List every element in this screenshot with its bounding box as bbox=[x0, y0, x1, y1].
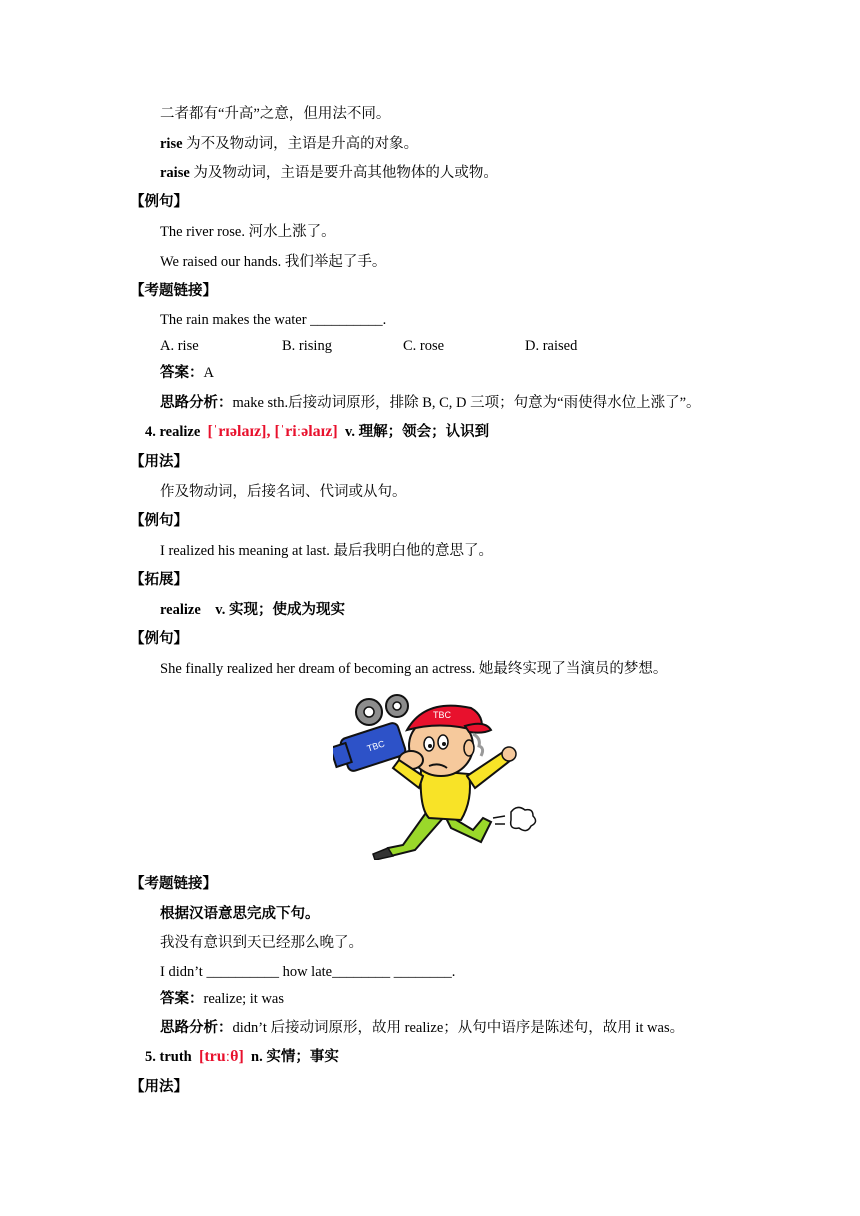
cameraman-cartoon-illustration bbox=[333, 690, 538, 860]
example-sentence: I realized his meaning at last. 最后我明白他的意思了。 bbox=[160, 543, 494, 559]
raise-word: raise bbox=[160, 165, 190, 181]
answer-line: 答案：A bbox=[160, 365, 214, 381]
expand-heading: 【拓展】 bbox=[130, 572, 188, 588]
entry-5-heading: 5. truth [truːθ] n. 实情；事实 bbox=[145, 1048, 339, 1065]
cap-label: TBC bbox=[433, 710, 451, 720]
analysis-line: 思路分析：didn’t 后接动词原形，故用 realize；从句中语序是陈述句，故用 it was。 bbox=[160, 1020, 685, 1036]
exam-instruction: 根据汉语意思完成下句。 bbox=[160, 906, 320, 922]
example-sentence: The river rose. 河水上涨了。 bbox=[160, 224, 336, 240]
example-heading: 【例句】 bbox=[130, 194, 188, 210]
rise-word: rise bbox=[160, 136, 183, 152]
option-c: C. rose bbox=[403, 338, 445, 354]
analysis-line: 思路分析：make sth.后接动词原形，排除 B, C, D 三项；句意为“雨使得水位上涨了”。 bbox=[160, 395, 701, 411]
camera-label: TBC bbox=[365, 738, 386, 754]
option-b: B. rising bbox=[282, 338, 332, 354]
exam-chinese-sentence: 我没有意识到天已经那么晚了。 bbox=[160, 935, 363, 951]
example-sentence: She finally realized her dream of becoming an actress. 她最终实现了当演员的梦想。 bbox=[160, 661, 668, 677]
raise-definition: raise 为及物动词，主语是要升高其他物体的人或物。 bbox=[160, 165, 498, 181]
entry-4-heading: 4. realize [ˈrɪəlaɪz], [ˈriːəlaɪz] v. 理解；领会；认识到 bbox=[145, 423, 490, 440]
usage-heading: 【用法】 bbox=[130, 1079, 188, 1095]
exam-link-heading: 【考题链接】 bbox=[130, 283, 217, 299]
intro-line: 二者都有“升高”之意，但用法不同。 bbox=[160, 106, 391, 122]
option-d: D. raised bbox=[525, 338, 578, 354]
phonetic: [truːθ] bbox=[198, 1048, 244, 1065]
option-a: A. rise bbox=[160, 338, 199, 354]
usage-heading: 【用法】 bbox=[130, 454, 188, 470]
example-heading: 【例句】 bbox=[130, 513, 188, 529]
phonetic: [ˈrɪəlaɪz], [ˈriːəlaɪz] bbox=[207, 423, 338, 440]
rise-definition: rise 为不及物动词，主语是升高的对象。 bbox=[160, 136, 419, 152]
exam-question: The rain makes the water __________. bbox=[160, 312, 387, 328]
answer-line: 答案：realize; it was bbox=[160, 991, 285, 1007]
expand-entry: realize v. 实现；使成为现实 bbox=[160, 602, 345, 618]
example-sentence: We raised our hands. 我们举起了手。 bbox=[160, 254, 387, 270]
exam-question: I didn’t __________ how late________ ________. bbox=[160, 964, 456, 980]
exam-link-heading: 【考题链接】 bbox=[130, 876, 217, 892]
example-heading: 【例句】 bbox=[130, 631, 188, 647]
usage-text: 作及物动词，后接名词、代词或从句。 bbox=[160, 484, 407, 500]
